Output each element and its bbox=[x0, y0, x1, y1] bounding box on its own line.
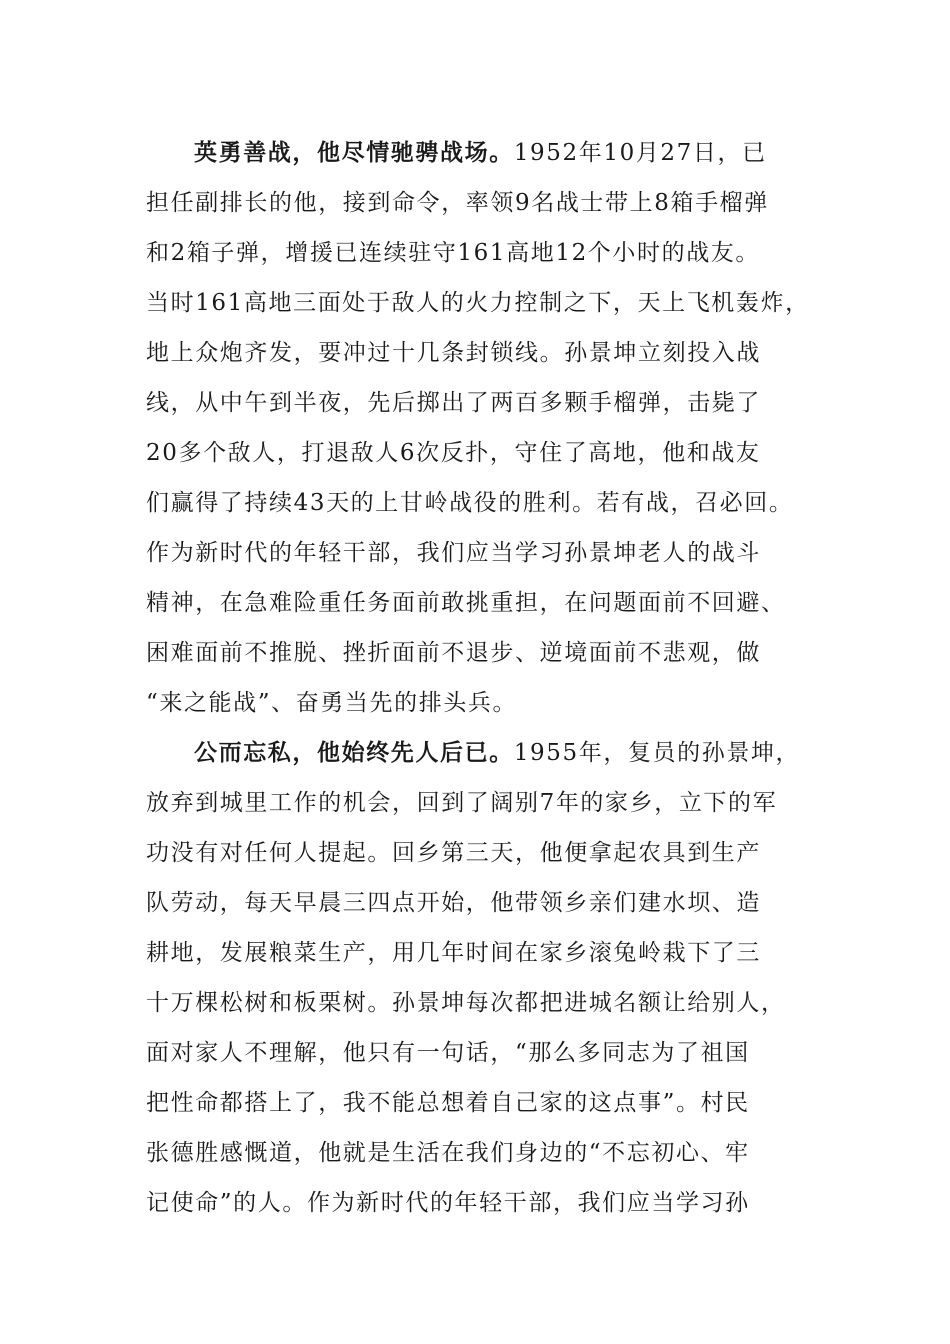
paragraph-line: 记使命”的人。作为新时代的年轻干部，我们应当学习孙 bbox=[146, 1190, 750, 1216]
paragraph-heading: 英勇善战，他尽情驰骋战场。 bbox=[194, 139, 514, 166]
paragraph-line: 作为新时代的年轻干部，我们应当学习孙景坤老人的战斗 bbox=[146, 540, 761, 566]
paragraph-line: 放弃到城里工作的机会，回到了阔别7年的家乡，立下的军 bbox=[146, 790, 778, 816]
paragraph-line: 线，从中午到半夜，先后掷出了两百多颗手榴弹，击毙了 bbox=[146, 390, 761, 416]
paragraph-line: “来之能战”、奋勇当先的排头兵。 bbox=[146, 690, 518, 716]
paragraph-line: 20多个敌人，打退敌人6次反扑，守住了高地，他和战友 bbox=[146, 440, 761, 466]
paragraph-1 bbox=[146, 133, 826, 733]
paragraph-line: 困难面前不推脱、挫折面前不退步、逆境面前不悲观，做 bbox=[146, 640, 761, 666]
paragraph-line: 张德胜感慨道，他就是生活在我们身边的“不忘初心、牢 bbox=[146, 1140, 750, 1166]
paragraph-line bbox=[146, 733, 826, 783]
paragraph-line: 耕地，发展粮菜生产，用几年时间在家乡滚兔岭栽下了三 bbox=[146, 940, 761, 966]
paragraph-line: 功没有对任何人提起。回乡第三天，他便拿起农具到生产 bbox=[146, 840, 761, 866]
line-text: 1955年，复员的孙景坤， bbox=[513, 740, 801, 766]
paragraph-line: 担任副排长的他，接到命令，率领9名战士带上8箱手榴弹 bbox=[146, 190, 769, 216]
paragraph-line: 和2箱子弹，增援已连续驻守161高地12个小时的战友。 bbox=[146, 240, 760, 266]
paragraph-line: 十万棵松树和板栗树。孙景坤每次都把进城名额让给别人， bbox=[146, 990, 786, 1016]
paragraph-line: 地上众炮齐发，要冲过十几条封锁线。孙景坤立刻投入战 bbox=[146, 340, 761, 366]
paragraph-heading: 公而忘私，他始终先人后已。 bbox=[194, 739, 514, 766]
paragraph-line bbox=[146, 133, 826, 183]
paragraph-line: 面对家人不理解，他只有一句话，“那么多同志为了祖国 bbox=[146, 1040, 750, 1066]
paragraph-line: 当时161高地三面处于敌人的火力控制之下，天上飞机轰炸， bbox=[146, 290, 810, 316]
paragraph-line: 们赢得了持续43天的上甘岭战役的胜利。若有战，召必回。 bbox=[146, 490, 794, 516]
paragraph-2 bbox=[146, 733, 826, 1233]
line-text: 1952年10月27日，已 bbox=[513, 140, 767, 166]
paragraph-line: 队劳动，每天早晨三四点开始，他带领乡亲们建水坝、造 bbox=[146, 890, 761, 916]
paragraph-line: 精神，在急难险重任务面前敢挑重担，在问题面前不回避、 bbox=[146, 590, 786, 616]
document-body bbox=[146, 133, 826, 1233]
paragraph-line: 把性命都搭上了，我不能总想着自己家的这点事”。村民 bbox=[146, 1090, 750, 1116]
